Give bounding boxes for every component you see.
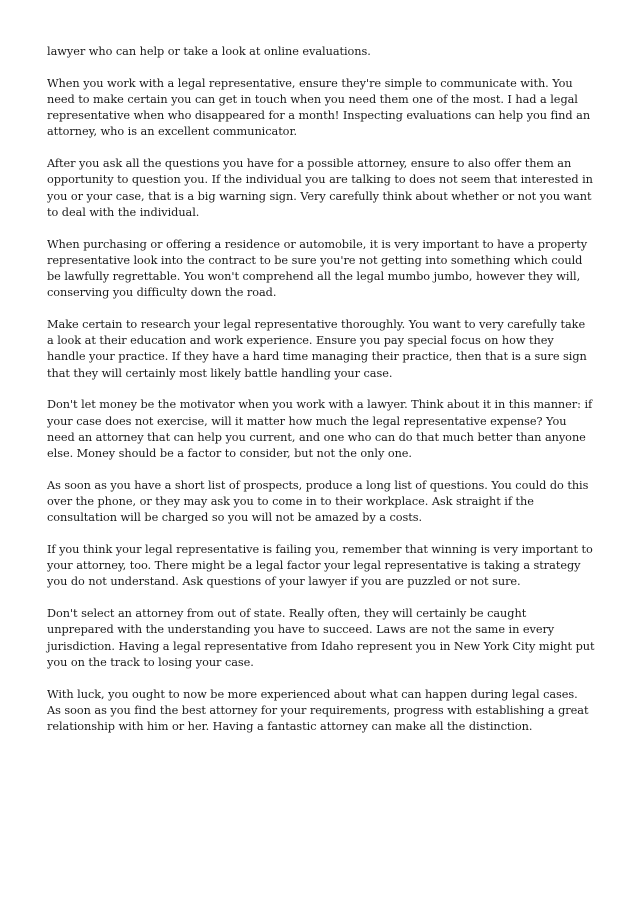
paragraph-5: Make certain to research your legal representative thoroughly. You want to very carefully take a look at their education and work experience. Ensure you pay special focus on how they handle your practice. If they have a hard time managing their practice, then that is a sure sign that they will certainly most likely battle handling your case. [47, 318, 587, 380]
paragraph-10: With luck, you ought to now be more experienced about what can happen during legal cases. As soon as you find the best attorney for your requirements, progress with establishing a great relationship with him or her. Having a fantastic attorney can make all the distinction. [47, 687, 589, 734]
paragraph-9: Don't select an attorney from out of state. Really often, they will certainly be caught unprepared with the understanding you have to succeed. Laws are not the same in every jurisdiction. Having a legal representative from Idaho represent you in New York City might put you on the track to losing your case. [47, 607, 595, 669]
paragraph-8: If you think your legal representative is failing you, remember that winning is very important to your attorney, too. There might be a legal factor your legal representative is taking a strategy you do not understand. Ask questions of your lawyer if you are puzzled or not sure. [47, 543, 593, 589]
paragraph-6: Don't let money be the motivator when you work with a lawyer. Think about it in this manner: if your case does not exercise, will it matter how much the legal representative expense? You need an attorney that can help you current, and one who can do that much better than anyone else. Money should be a factor to consider, but not the only one. [47, 398, 593, 461]
paragraph-3: After you ask all the questions you have for a possible attorney, ensure to also offer them an opportunity to question you. If the individual you are talking to does not seem that interested in you or your case, that is a big warning sign. Very carefully think about whether or not you want to deal with the individual. [47, 157, 593, 219]
paragraph-1: lawyer who can help or take a look at online evaluations. [47, 45, 371, 58]
paragraph-7: As soon as you have a short list of prospects, produce a long list of questions. You could do this over the phone, or they may ask you to come in to their workplace. Ask straight if the consultation will be charged so you will not be amazed by a costs. [47, 478, 589, 525]
document-page [47, 44, 595, 751]
paragraph-4: When purchasing or offering a residence or automobile, it is very important to have a property representative look into the contract to be sure you're not getting into something which could be lawfully regrettable. You won't comprehend all the legal mumbo jumbo, however they will, conserving you difficulty down the road. [47, 237, 588, 300]
paragraph-2: When you work with a legal representative, ensure they're simple to communicate with. You need to make certain you can get in touch when you need them one of the most. I had a legal representative when who disappeared for a month! Inspecting evaluations can help you find an attorney, who is an excellent communicator. [47, 76, 591, 139]
